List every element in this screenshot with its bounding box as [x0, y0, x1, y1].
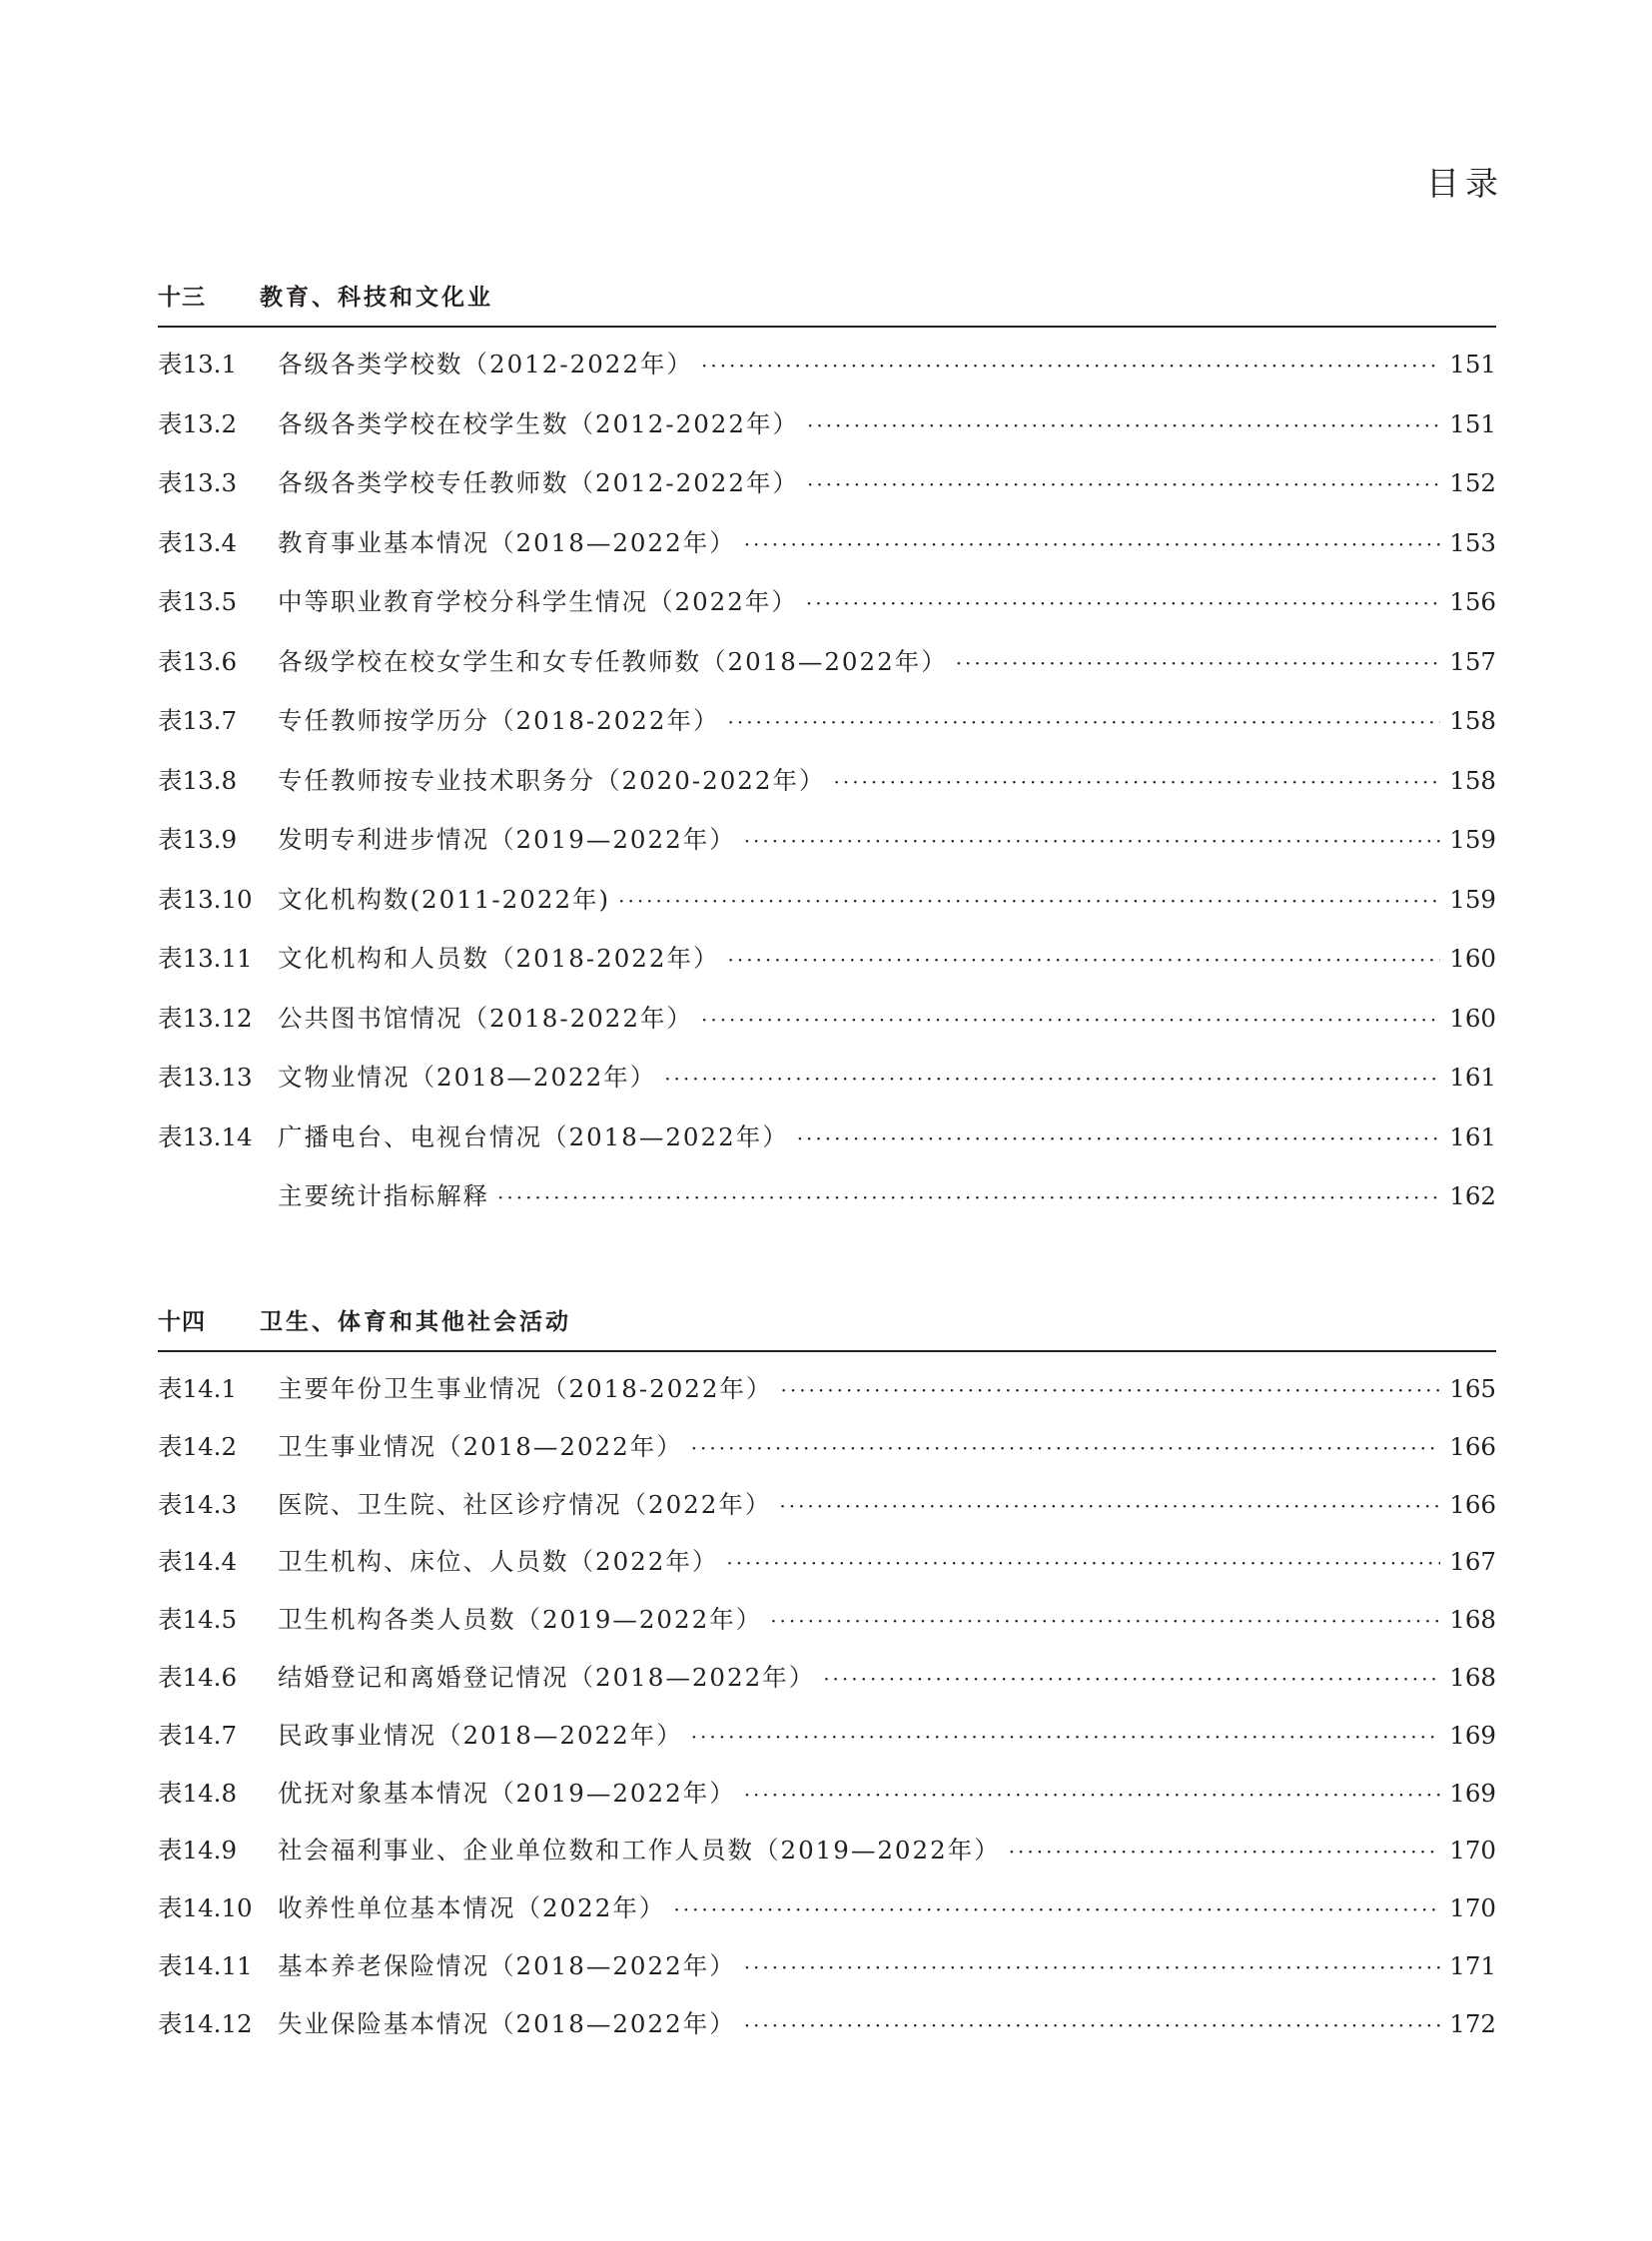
section-number: 十三 [158, 285, 206, 311]
dot-leader [497, 1185, 1440, 1209]
toc-entry-table-number: 表13.12 [158, 1003, 253, 1033]
toc-entry-title: 医院、卫生院、社区诊疗情况（2022年） [278, 1489, 772, 1519]
toc-entry-page-number: 152 [1449, 468, 1496, 497]
dot-leader [664, 1067, 1440, 1091]
section-name: 教育、科技和文化业 [260, 285, 493, 311]
toc-entry-page-number: 161 [1449, 1121, 1496, 1151]
toc-entry[interactable] [158, 1000, 1496, 1060]
toc-entry-table-number: 表13.11 [158, 944, 253, 973]
toc-entry[interactable] [158, 1889, 1496, 1947]
toc-entry-table-number: 表13.6 [158, 646, 238, 676]
toc-entry-table-number: 表14.3 [158, 1489, 238, 1519]
toc-entry-table-number: 表13.3 [158, 468, 238, 497]
dot-leader [618, 889, 1440, 913]
toc-entry[interactable] [158, 821, 1496, 881]
toc-entry-page-number: 151 [1449, 408, 1496, 438]
toc-entry-table-number: 表13.14 [158, 1121, 253, 1151]
toc-entry-table-number: 表13.13 [158, 1063, 253, 1092]
dot-leader [691, 1725, 1440, 1749]
toc-entry[interactable] [158, 1119, 1496, 1178]
dot-leader [701, 354, 1440, 377]
toc-entry[interactable] [158, 1177, 1496, 1237]
toc-entry[interactable] [158, 1486, 1496, 1544]
toc-entry-page-number: 157 [1449, 646, 1496, 676]
toc-entry-title: 社会福利事业、企业单位数和工作人员数（2019—2022年） [278, 1836, 1001, 1866]
toc-entry-title: 专任教师按学历分（2018-2022年） [278, 706, 720, 735]
toc-entry[interactable] [158, 1659, 1496, 1717]
dot-leader [823, 1667, 1440, 1691]
toc-entry-table-number: 表14.9 [158, 1836, 238, 1866]
toc-entry-list [158, 1370, 1496, 2063]
toc-entry-table-number: 表14.2 [158, 1431, 238, 1461]
toc-entry-table-number: 表14.4 [158, 1547, 238, 1577]
dot-leader [673, 1897, 1440, 1921]
toc-entry[interactable] [158, 1370, 1496, 1428]
toc-entry-page-number: 160 [1449, 944, 1496, 973]
toc-entry-page-number: 170 [1449, 1893, 1496, 1923]
toc-entry-title: 卫生机构各类人员数（2019—2022年） [278, 1605, 763, 1635]
toc-entry-title: 广播电台、电视台情况（2018—2022年） [278, 1121, 789, 1151]
toc-entry-page-number: 171 [1449, 1950, 1496, 1980]
toc-entry-page-number: 151 [1449, 350, 1496, 378]
section-13 [158, 270, 1496, 1237]
dot-leader [807, 472, 1440, 496]
toc-entry-title: 收养性单位基本情况（2022年） [278, 1893, 666, 1923]
toc-entry-title: 基本养老保险情况（2018—2022年） [278, 1950, 736, 1980]
toc-entry-table-number: 表13.7 [158, 706, 238, 735]
toc-entry-table-number: 表14.10 [158, 1893, 253, 1923]
toc-entry-table-number: 表13.8 [158, 765, 238, 795]
toc-entry-table-number: 表13.4 [158, 527, 238, 557]
toc-entry-page-number: 167 [1449, 1547, 1496, 1577]
toc-entry-page-number: 159 [1449, 825, 1496, 854]
dot-leader [726, 1551, 1440, 1575]
toc-entry-page-number: 156 [1449, 587, 1496, 616]
page-header-title: 目录 [1426, 164, 1504, 203]
toc-entry[interactable] [158, 1775, 1496, 1833]
toc-entry-page-number: 160 [1449, 1003, 1496, 1033]
dot-leader [780, 1378, 1440, 1402]
toc-entry[interactable] [158, 1428, 1496, 1486]
toc-entry[interactable] [158, 1543, 1496, 1601]
toc-entry-table-number: 表14.5 [158, 1605, 238, 1635]
toc-entry-title: 文物业情况（2018—2022年） [278, 1063, 657, 1092]
toc-entry[interactable] [158, 346, 1496, 405]
toc-entry-table-number: 表13.5 [158, 587, 238, 616]
toc-entry-table-number: 表13.1 [158, 350, 238, 378]
toc-entry-title: 失业保险基本情况（2018—2022年） [278, 2008, 736, 2038]
toc-entry-title: 各级各类学校专任教师数（2012-2022年） [278, 468, 799, 497]
toc-entry-page-number: 159 [1449, 884, 1496, 914]
toc-entry-page-number: 158 [1449, 706, 1496, 735]
toc-entry-table-number: 表14.1 [158, 1374, 238, 1403]
toc-entry-title: 文化机构数(2011-2022年) [278, 884, 611, 914]
toc-entry[interactable] [158, 1947, 1496, 2005]
toc-entry-page-number: 165 [1449, 1374, 1496, 1403]
section-14 [158, 1294, 1496, 2063]
dot-leader [727, 948, 1440, 972]
dot-leader [1009, 1840, 1440, 1864]
toc-entry[interactable] [158, 405, 1496, 465]
dot-leader [770, 1609, 1440, 1633]
toc-entry-title: 公共图书馆情况（2018-2022年） [278, 1003, 693, 1033]
toc-entry-table-number: 表14.6 [158, 1662, 238, 1692]
toc-entry[interactable] [158, 524, 1496, 584]
dot-leader [833, 770, 1440, 794]
toc-entry-title: 优抚对象基本情况（2019—2022年） [278, 1778, 736, 1808]
toc-entry-page-number: 168 [1449, 1662, 1496, 1692]
toc-entry-page-number: 162 [1449, 1181, 1496, 1210]
toc-entry-title: 民政事业情况（2018—2022年） [278, 1720, 683, 1750]
toc-entry[interactable] [158, 762, 1496, 822]
toc-entry-table-number: 表14.11 [158, 1950, 253, 1980]
toc-entry-page-number: 168 [1449, 1605, 1496, 1635]
toc-entry-title: 中等职业教育学校分科学生情况（2022年） [278, 587, 798, 616]
dot-leader [779, 1494, 1440, 1518]
dot-leader [701, 1008, 1440, 1032]
toc-entry[interactable] [158, 2005, 1496, 2063]
toc-entry-title: 各级学校在校女学生和女专任教师数（2018—2022年） [278, 646, 948, 676]
toc-entry-title: 发明专利进步情况（2019—2022年） [278, 825, 736, 854]
section-heading [158, 1294, 1496, 1352]
dot-leader [744, 1783, 1440, 1807]
dot-leader [744, 1955, 1440, 1979]
toc-entry-table-number: 表13.2 [158, 408, 238, 438]
toc-entry-title: 主要统计指标解释 [278, 1181, 489, 1210]
toc-entry-table-number: 表13.9 [158, 825, 238, 854]
toc-entry-page-number: 158 [1449, 765, 1496, 795]
toc-entry-table-number: 表14.8 [158, 1778, 238, 1808]
toc-entry-title: 教育事业基本情况（2018—2022年） [278, 527, 736, 557]
toc-entry-page-number: 166 [1449, 1431, 1496, 1461]
toc-entry-page-number: 169 [1449, 1720, 1496, 1750]
toc-entry-page-number: 153 [1449, 527, 1496, 557]
toc-entry[interactable] [158, 702, 1496, 762]
section-heading [158, 270, 1496, 328]
toc-entry[interactable] [158, 464, 1496, 524]
toc-entry[interactable] [158, 881, 1496, 941]
section-name: 卫生、体育和其他社会活动 [260, 1309, 571, 1335]
dot-leader [691, 1436, 1440, 1460]
section-number: 十四 [158, 1309, 206, 1335]
dot-leader [744, 829, 1440, 853]
dot-leader [744, 2013, 1440, 2037]
toc-entry-list [158, 346, 1496, 1237]
dot-leader [744, 532, 1440, 556]
toc-entry-title: 各级各类学校数（2012-2022年） [278, 350, 693, 378]
toc-entry-title: 各级各类学校在校学生数（2012-2022年） [278, 408, 799, 438]
toc-entry-page-number: 166 [1449, 1489, 1496, 1519]
toc-entry-title: 专任教师按专业技术职务分（2020-2022年） [278, 765, 826, 795]
toc-entry[interactable] [158, 1059, 1496, 1119]
toc-entry[interactable] [158, 940, 1496, 1000]
toc-entry-page-number: 169 [1449, 1778, 1496, 1808]
toc-entry[interactable] [158, 583, 1496, 643]
toc-entry-title: 卫生机构、床位、人员数（2022年） [278, 1547, 719, 1577]
toc-entry[interactable] [158, 1601, 1496, 1659]
dot-leader [727, 710, 1440, 734]
toc-entry-page-number: 170 [1449, 1836, 1496, 1866]
toc-entry-title: 主要年份卫生事业情况（2018-2022年） [278, 1374, 773, 1403]
toc-entry-table-number: 表14.12 [158, 2008, 253, 2038]
toc-entry[interactable] [158, 1717, 1496, 1775]
toc-entry-page-number: 161 [1449, 1063, 1496, 1092]
toc-entry-table-number: 表14.7 [158, 1720, 238, 1750]
dot-leader [956, 651, 1440, 675]
dot-leader [806, 591, 1440, 615]
toc-entry-page-number: 172 [1449, 2008, 1496, 2038]
toc-entry-title: 文化机构和人员数（2018-2022年） [278, 944, 720, 973]
toc-entry[interactable] [158, 643, 1496, 703]
dot-leader [797, 1126, 1440, 1150]
toc-entry-title: 卫生事业情况（2018—2022年） [278, 1431, 683, 1461]
dot-leader [807, 413, 1440, 437]
toc-entry[interactable] [158, 1832, 1496, 1889]
toc-entry-table-number: 表13.10 [158, 884, 253, 914]
toc-entry-title: 结婚登记和离婚登记情况（2018—2022年） [278, 1662, 816, 1692]
